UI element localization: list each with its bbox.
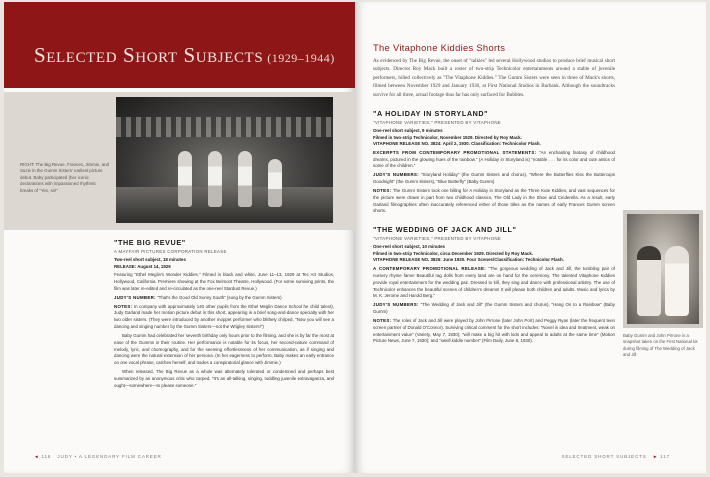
holiday-in-storyland-section: [373, 109, 615, 215]
notes: [373, 318, 615, 345]
performer-figure: [238, 151, 252, 207]
intro-paragraph: As evidenced by The Big Revue, the onset of "talkies" led several Hollywood studios to produce brief musical short subjects. Director Roy Mack built a roster of two-strip Technicolor entertainments around a stable of juvenile performers, billed collectively as "The Vitaphone Kiddies." The Gumm Sisters were seen in three of Mack's shorts, filmed between November 1929 and January 1930, at First National Studios in Burbank. Although the soundtracks survive for all three, actual footage thus far has only surfaced for Bubbles.: [373, 58, 615, 98]
meta-filming: Filmed in two-strip Technicolor, November 1929. Directed by Roy Mack.: [373, 134, 522, 140]
section-title: "THE WEDDING OF JACK AND JILL": [373, 225, 517, 235]
meta-runtime: Two-reel short subject, 18 minutes: [114, 257, 186, 262]
meta-runtime: One-reel short subject, 10 minutes: [373, 244, 445, 250]
book-spread: [4, 2, 706, 473]
right-page: [355, 2, 706, 473]
performer-figure: [178, 151, 192, 207]
section-meta: [373, 244, 615, 264]
paragraph: When released, The Big Revue as a whole was alternately tolerated or condemned and perhaps best summarized by an anonymous critic who carped, "It's an all-talking, singing, toddling juvenile extravaganza, and ought—somewhere—to please someone.": [114, 368, 334, 388]
big-revue-photo: [116, 97, 333, 223]
section-title: "THE BIG REVUE": [114, 238, 186, 247]
section-title: "A HOLIDAY IN STORYLAND": [373, 108, 489, 118]
excerpts: [373, 150, 615, 170]
judys-numbers: [373, 172, 615, 186]
judys-numbers-text: "Storyland Holiday" (the Gumm Sisters and chorus), "Where the Butterflies Kiss the Buttercups Goodnight" (the Gumm Sisters), "Blue Butterfly" (Baby Gumm): [373, 172, 615, 185]
meta-release: VITAPHONE RELEASE NO. 3824: April 2, 1930. Classification: Technicolor Flash.: [373, 141, 541, 147]
section-meta: [114, 257, 334, 270]
notes-text: In company with approximately 140 other pupils from the Ethel Meglin Dance School he child talent), Judy Garland made her motion picture debut in this short, appearing in a brief song-and-dance specialty with her two older sisters. (They were introduced by another moppet performer who blithely chirped, "Now you will see a dancing and singing number by the Gumm Sisters—not the Wrigley Sisters!"): [114, 303, 334, 330]
paragraph: Featuring "Ethel Meglin's Wonder Kiddies." Filmed in black and white, June 11–13, 1929 at Tec Art Studios, Hollywood, California. Premiere showing at the Fox Belmont Theatre, Hollywood. (For some surviving prints, the film was later re-edited and re-circulated as the one-reel Stardust Revue.): [114, 272, 334, 291]
folio-right: [561, 454, 670, 459]
chapter-years: (1929–1944): [267, 51, 335, 65]
notes-label: NOTES:: [373, 187, 392, 193]
meta-release: VITAPHONE RELEASE NO. 3826: June 1930. Four Scenes/Classification: Technicolor Flash.: [373, 257, 564, 263]
notes-label: NOTES:: [373, 317, 392, 323]
photo-image: [627, 214, 699, 324]
folio-left: [34, 454, 162, 459]
paragraph: Baby Gumm had celebrated her seventh birthday only hours prior to the filming, and she is by far the most at ease of the Gumms in their routine. Her performance is notable for its focus, her second-nature command of melody, lyric, and choreography, and for the seeming effortlessness of her communication, as if singing and dancing were the natural extension of her persona. (In her eagerness to perform, Baby makes an early entrance on one vocal phrase, catches herself, and trades a conspiratorial glance with Jimmie.): [114, 332, 334, 366]
section-subtitle: A MAYFAIR PICTURES CORPORATION RELEASE: [114, 249, 227, 254]
judys-number-label: JUDY'S NUMBER:: [114, 294, 156, 300]
chapter-header-band: [4, 2, 355, 88]
folio-arrow-icon: ►: [652, 454, 659, 459]
child-figure: [637, 246, 661, 316]
judys-number: [114, 295, 334, 302]
judys-numbers-label: JUDY'S NUMBERS:: [373, 172, 419, 178]
judys-numbers: [373, 302, 615, 316]
section-subtitle: "VITAPHONE VARIETIES," PRESENTED BY VITAPHONE: [373, 236, 502, 242]
section-subtitle: "VITAPHONE VARIETIES," PRESENTED BY VITAPHONE: [373, 119, 502, 125]
meta-filming: Filmed in two-strip Technicolor, circa December 1929. Directed by Roy Mack.: [373, 250, 533, 256]
performer-figure: [268, 159, 282, 207]
judys-number-text: "That's the Good Old Sunny South" (sung by the Gumm Sisters): [157, 294, 282, 300]
performer-figure: [208, 151, 222, 207]
folio-arrow-icon: ◄: [34, 454, 40, 459]
promo-text: "The gorgeous wedding of Jack and Jill, the tumbling pair of nursery rhyme fame! Beautiful rag dolls from every land are on hand for the ceremony. The talented Vitaphone Kiddies provide royal entertainment for the wedding pair. Dressed to kill, they sing and dance with professional artistry. The use of Technicolor enhances the beautiful scenes of children's dreams! It will please both children and adults. Music and lyrics by M. K. Jerome and Harold Berg.": [373, 266, 616, 299]
running-head: SELECTED SHORT SUBJECTS: [561, 454, 647, 459]
right-column: [373, 42, 615, 345]
meta-release: RELEASE: August 14, 1929: [114, 263, 171, 269]
section-meta: [373, 128, 615, 148]
judys-numbers-label: JUDY'S NUMBERS:: [373, 302, 419, 308]
left-page: [4, 2, 355, 473]
excerpts-text: "An enchanting fantasy of childhood dreams, pictured in the glowing hues of the rainbow." (A Holiday in Storyland is) "notable . . . for its color and cute antics of some of the children.": [373, 149, 615, 169]
stage-floor: [116, 187, 333, 223]
notes: [114, 304, 334, 331]
notes-label: NOTES:: [114, 303, 133, 309]
notes-text: The roles of Jack and Jill were played by John Pirrone (later John Port) and Peggy Ryan (later the frequent teen screen partner of Donald O'Connor). Surviving critical comment for the short includes: "Novel in idea and treatment, weak on entertainment value" (Variety, May 7, 1930); "will make a big hit with kids and appeal to adults at the same time" (Motion Picture News, June 7, 1930); and "swell kiddie number" (Film Daily, June 8, 1930).: [373, 317, 615, 344]
child-figure: [665, 246, 689, 316]
photo-caption: RIGHT: The Big Revue. Frances, Jimmie, and Suzie in the Gumm Sisters' earliest picture debut. Baby participated (her iconic declarations with impassioned rhythmic breaks of "Yes, sir!": [20, 162, 109, 193]
section-heading: The Vitaphone Kiddies Shorts: [373, 42, 506, 53]
chapter-title: [34, 43, 335, 68]
page-number: 117: [660, 454, 670, 459]
chapter-title-text: Selected Short Subjects: [34, 43, 264, 67]
promo-label: A CONTEMPORARY PROMOTIONAL RELEASE:: [373, 266, 486, 272]
page-number: 116: [41, 454, 52, 459]
orchestra-backdrop: [116, 117, 333, 137]
meta-runtime: One-reel short subject, 9 minutes: [373, 127, 443, 133]
excerpts-label: EXCERPTS FROM CONTEMPORARY PROMOTIONAL STATEMENTS:: [373, 149, 537, 155]
running-head: JUDY • A LEGENDARY FILM CAREER: [57, 454, 162, 459]
notes: [373, 188, 615, 215]
judys-numbers-text: "The Wedding of Jack and Jill" (the Gumm Sisters and chorus), "Hang On to a Rainbow" (Baby Gumm): [373, 302, 615, 315]
big-revue-section: [114, 238, 334, 389]
notes-text: The Gumm Sisters took one billing for A Holiday in Storyland as the Three Kute Kiddies, and vast sequences for the picture were drawn in part from two childhood classics, The Old Lady in the Shoe and Cinderella. As a result, early Garland filmographies often inaccurately referenced either of those titles as the names of early Frances Gumm screen shorts.: [373, 187, 615, 214]
wedding-of-jack-and-jill-section: [373, 225, 615, 345]
photo-caption: Baby Gumm and John Pirrone in a snapshot taken on the First National lot during filming of The Wedding of Jack and Jill: [623, 333, 698, 358]
promo-release: [373, 266, 615, 300]
jack-and-jill-photo: [623, 210, 703, 328]
